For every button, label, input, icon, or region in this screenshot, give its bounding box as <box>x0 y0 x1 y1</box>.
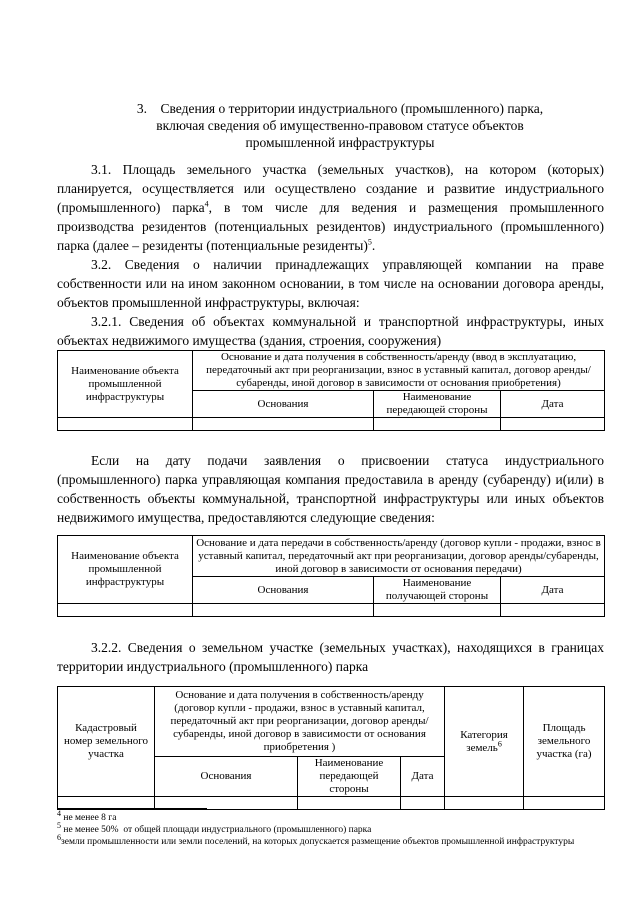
section-heading <box>80 100 600 151</box>
col-date: Дата <box>501 577 605 604</box>
heading-line-3: промышленной инфраструктуры <box>245 135 435 150</box>
paragraph-if-leased: Если на дату подачи заявления о присвоении статуса индустриального (промышленного) парка управляющая компания предоставила в аренду (субаренду) и(или) в собственность объекты коммунальной, транспортной инфраструктуры или иных объектов недвижимого имущества, предоставляются следующие сведения: <box>57 453 604 525</box>
col-basis: Основания <box>155 757 298 797</box>
land-plot-table <box>57 686 605 810</box>
table-row <box>58 418 605 431</box>
infrastructure-transferred-table <box>57 535 605 617</box>
paragraph-3-2-1: 3.2.1. Сведения об объектах коммунальной и транспортной инфраструктуры, иных объектах недвижимого имущества (здания, строения, сооружения) <box>57 314 604 348</box>
heading-line-2: включая сведения об имущественно-правовом статусе объектов <box>156 118 524 133</box>
col-land-area: Площадь земельного участка (га) <box>524 687 605 797</box>
paragraph-if-leased-block <box>57 451 604 527</box>
col-basis: Основания <box>193 391 374 418</box>
footnote-5: $^5$ не менее 50% от общей площади индустриального (промышленного) парка <box>57 820 372 835</box>
paragraph-3-1: 3.1. Площадь земельного участка (земельных участков), на котором (которых) планируется, осуществляется или осуществлено создание и развитие индустриального (промышленного) парка$^4$, в том числе для ведения и размещения промышленного производства резидентов (потенциальных резидентов) индустриального (промышленного) парка (далее – резиденты (потенциальные резиденты)$^5$. <box>57 162 604 253</box>
paragraph-3-2-2: 3.2.2. Сведения о земельном участке (земельных участках), находящихся в границах территории индустриального (промышленного) парка <box>57 640 604 674</box>
col-transferring-party: Наименование передающей стороны <box>298 757 401 797</box>
col-cadastral-number: Кадастровый номер земельного участка <box>58 687 155 797</box>
footnotes <box>57 808 604 848</box>
footnote-ref-6: 6 <box>497 738 502 748</box>
col-basis-group: Основание и дата передачи в собственность/аренду (договор купли - продажи, взнос в уставный капитал, передаточный акт при реорганизации, договор аренды/субаренды, иной договор в зависимости от основания передачи) <box>193 536 605 577</box>
heading-line-1: 3. Сведения о территории индустриального (промышленного) парка, <box>136 101 544 116</box>
paragraph-3-2: 3.2. Сведения о наличии принадлежащих управляющей компании на праве собственности или на ином законном основании, в том числе на основании договора аренды, объектов промышленной инфраструктуры, включая: <box>57 257 604 310</box>
footnote-separator <box>57 808 207 809</box>
paragraph-3-2-2-block <box>57 638 604 676</box>
col-transferring-party: Наименование передающей стороны <box>374 391 501 418</box>
footnote-6: $^6$земли промышленности или земли поселений, на которых допускается размещение объектов промышленной инфраструктуры <box>57 832 575 847</box>
paragraph-3-1-block <box>57 160 604 350</box>
col-receiving-party: Наименование получающей стороны <box>374 577 501 604</box>
col-object-name: Наименование объекта промышленной инфраструктуры <box>58 351 193 418</box>
footnote-ref-4: 4 <box>204 199 209 209</box>
col-date: Дата <box>401 757 445 797</box>
footnote-4: $^4$ не менее 8 га <box>57 808 117 823</box>
col-date: Дата <box>501 391 605 418</box>
col-land-category: Категория земель$^6$ <box>445 687 524 797</box>
col-basis: Основания <box>193 577 374 604</box>
table-row <box>58 604 605 617</box>
col-object-name: Наименование объекта промышленной инфраструктуры <box>58 536 193 604</box>
infrastructure-owned-table <box>57 350 605 431</box>
footnote-ref-5: 5 <box>367 237 372 247</box>
col-basis-group: Основание и дата получения в собственность/аренду (договор купли - продажи, взнос в уставный капитал, передаточный акт при реорганизации, договор аренды/субаренды, иной договор в зависимости от основания приобретения ) <box>155 687 445 757</box>
col-basis-group: Основание и дата получения в собственность/аренду (ввод в эксплуатацию, передаточный акт при реорганизации, взнос в уставный капитал, договор аренды/субаренды, иной договор в зависимости от основания приобретения) <box>193 351 605 391</box>
